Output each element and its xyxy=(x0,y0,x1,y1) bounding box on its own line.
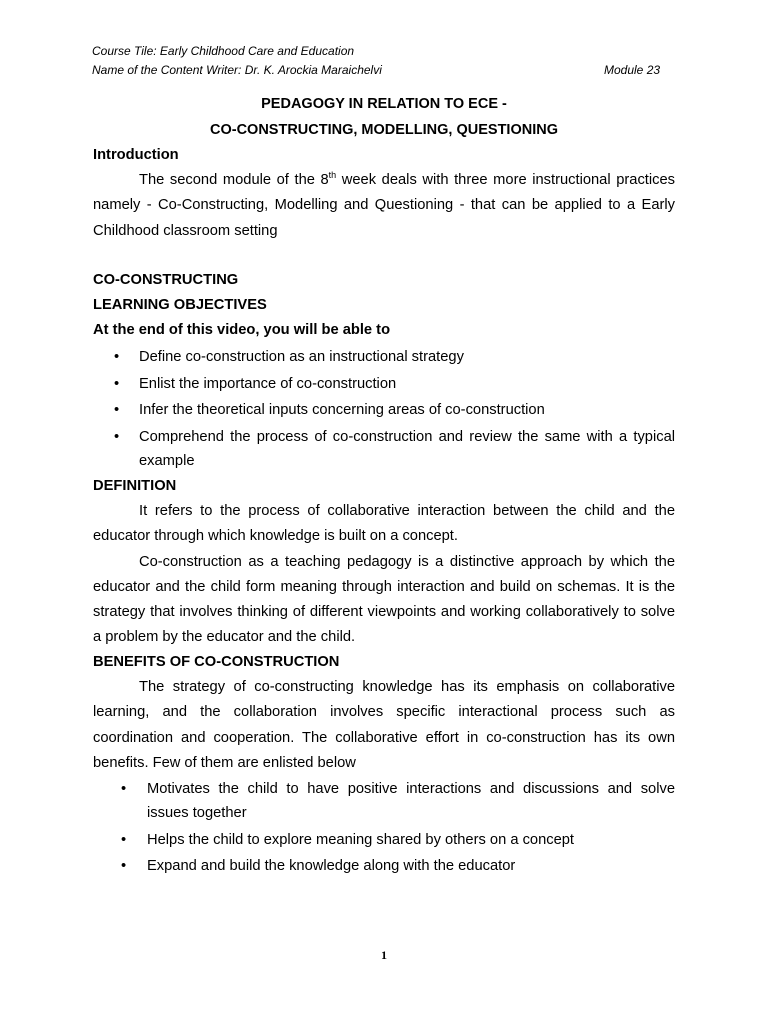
benefits-list xyxy=(93,777,675,881)
definition-paragraph-1: It refers to the process of collaborative interaction between the child and the educator through which knowledge is built on a concept. xyxy=(93,503,675,545)
intro-text-rest: week deals with three more instructional practices namely - Co-Constructing, Modelling and Questioning - that can be applied to a Early Childhood classroom setting xyxy=(93,172,675,239)
bullet-icon: • xyxy=(121,781,127,797)
objectives-list xyxy=(93,345,675,475)
intro-text-start: The second module of the 8 xyxy=(139,172,329,188)
list-item: • Enlist the importance of co-construction xyxy=(93,372,675,396)
list-item: • Motivates the child to have positive interactions and discussions and solve issues together xyxy=(93,777,675,825)
bullet-icon: • xyxy=(114,375,120,392)
list-item: • Expand and build the knowledge along with the educator xyxy=(93,854,675,878)
document-title-line-2: CO-CONSTRUCTING, MODELLING, QUESTIONING xyxy=(210,122,558,138)
list-item: • Helps the child to explore meaning shared by others on a concept xyxy=(93,828,675,852)
document-title-line-1: PEDAGOGY IN RELATION TO ECE - xyxy=(261,96,507,112)
bullet-icon: • xyxy=(121,858,127,874)
page-number: 1 xyxy=(381,948,387,962)
definition-paragraph-2: Co-construction as a teaching pedagogy is a distinctive approach by which the educator and the child form meaning through interaction and build on schemas. It is the strategy that involves thinking of different viewpoints and working collaboratively to solve a problem by the educator and the child. xyxy=(93,553,675,646)
introduction-heading: Introduction xyxy=(93,147,179,163)
course-title-line: Course Tile: Early Childhood Care and Education xyxy=(92,44,355,58)
content-writer-line: Name of the Content Writer: Dr. K. Arockia Maraichelvi xyxy=(92,63,382,77)
list-item: • Comprehend the process of co-construction and review the same with a typical example xyxy=(93,425,675,473)
bullet-icon: • xyxy=(114,349,120,365)
bullet-icon: • xyxy=(121,831,127,848)
intro-superscript: th xyxy=(328,170,337,181)
definition-paragraphs xyxy=(93,499,675,651)
definition-heading: DEFINITION xyxy=(93,478,177,494)
learning-objectives-heading: LEARNING OBJECTIVES xyxy=(93,297,267,313)
introduction-paragraph xyxy=(93,168,675,244)
list-item: • Define co-construction as an instructional strategy xyxy=(93,345,675,369)
benefits-paragraph: The strategy of co-constructing knowledge has its emphasis on collaborative learning, and the collaboration involves specific interactional process such as coordination and cooperation. The collaborative effort in co-construction has its own benefits. Few of them are enlisted below xyxy=(93,679,675,771)
bullet-icon: • xyxy=(114,428,120,445)
list-item: • Infer the theoretical inputs concerning areas of co-construction xyxy=(93,398,675,422)
bullet-icon: • xyxy=(114,402,120,418)
co-constructing-heading: CO-CONSTRUCTING xyxy=(93,272,239,288)
module-label: Module 23 xyxy=(604,63,661,77)
benefits-heading: BENEFITS OF CO-CONSTRUCTION xyxy=(93,654,340,670)
objectives-intro: At the end of this video, you will be able to xyxy=(93,322,391,338)
